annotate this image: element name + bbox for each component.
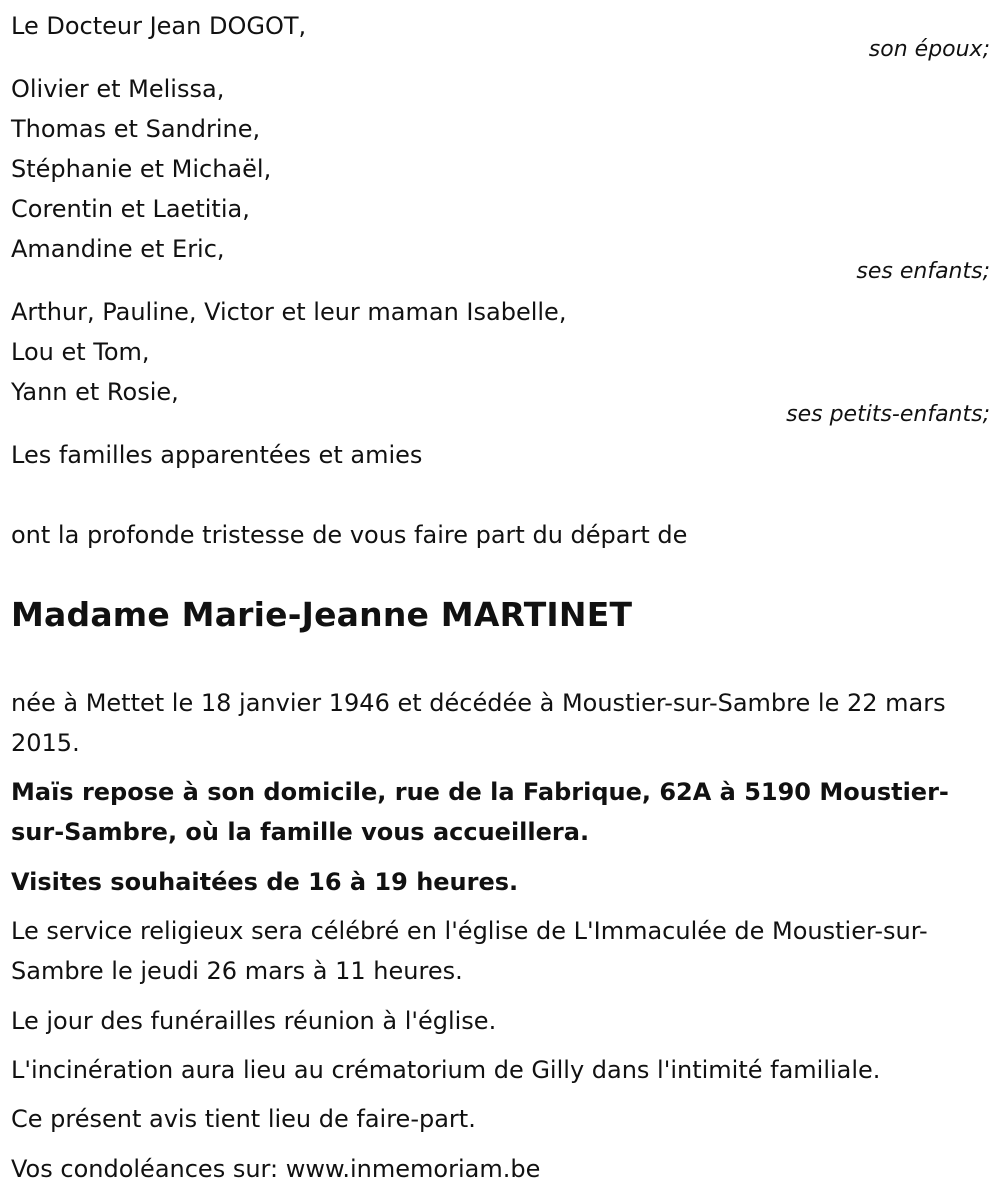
child-line: Thomas et Sandrine, (11, 115, 261, 143)
announcement-line: ont la profonde tristesse de vous faire part du départ de (11, 521, 688, 549)
birth-death-text: née à Mettet le 18 janvier 1946 et décédée à Moustier-sur-Sambre le 22 mars 2015. (11, 689, 946, 757)
spouse-role: son époux; (868, 37, 990, 62)
service-text: Le service religieux sera célébré en l'église de L'Immaculée de Moustier-sur-Sambre le jeudi 26 mars à 11 heures. (11, 917, 928, 985)
meeting-text: Le jour des funérailles réunion à l'église. (11, 1007, 497, 1035)
notice-note-text: Ce présent avis tient lieu de faire-part. (11, 1105, 476, 1133)
visits-text: Visites souhaitées de 16 à 19 heures. (11, 868, 519, 896)
families-line: Les familles apparentées et amies (11, 441, 423, 469)
grandchild-line: Yann et Rosie, (11, 378, 179, 406)
spouse-name: Le Docteur Jean DOGOT, (11, 12, 307, 40)
grandchild-line: Arthur, Pauline, Victor et leur maman Isabelle, (11, 298, 567, 326)
cremation-text: L'incinération aura lieu au crématorium de Gilly dans l'intimité familiale. (11, 1056, 881, 1084)
child-line: Amandine et Eric, (11, 235, 225, 263)
child-line: Olivier et Melissa, (11, 75, 225, 103)
grandchild-line: Lou et Tom, (11, 338, 150, 366)
rest-place-text: Maïs repose à son domicile, rue de la Fabrique, 62A à 5190 Moustier-sur-Sambre, où la famille vous accueillera. (11, 778, 949, 846)
condolences-text: Vos condoléances sur: www.inmemoriam.be (11, 1155, 541, 1183)
children-role: ses enfants; (856, 259, 990, 284)
deceased-name: Madame Marie-Jeanne MARTINET (11, 595, 633, 634)
child-line: Corentin et Laetitia, (11, 195, 250, 223)
grandchildren-role: ses petits-enfants; (786, 402, 990, 427)
child-line: Stéphanie et Michaël, (11, 155, 272, 183)
